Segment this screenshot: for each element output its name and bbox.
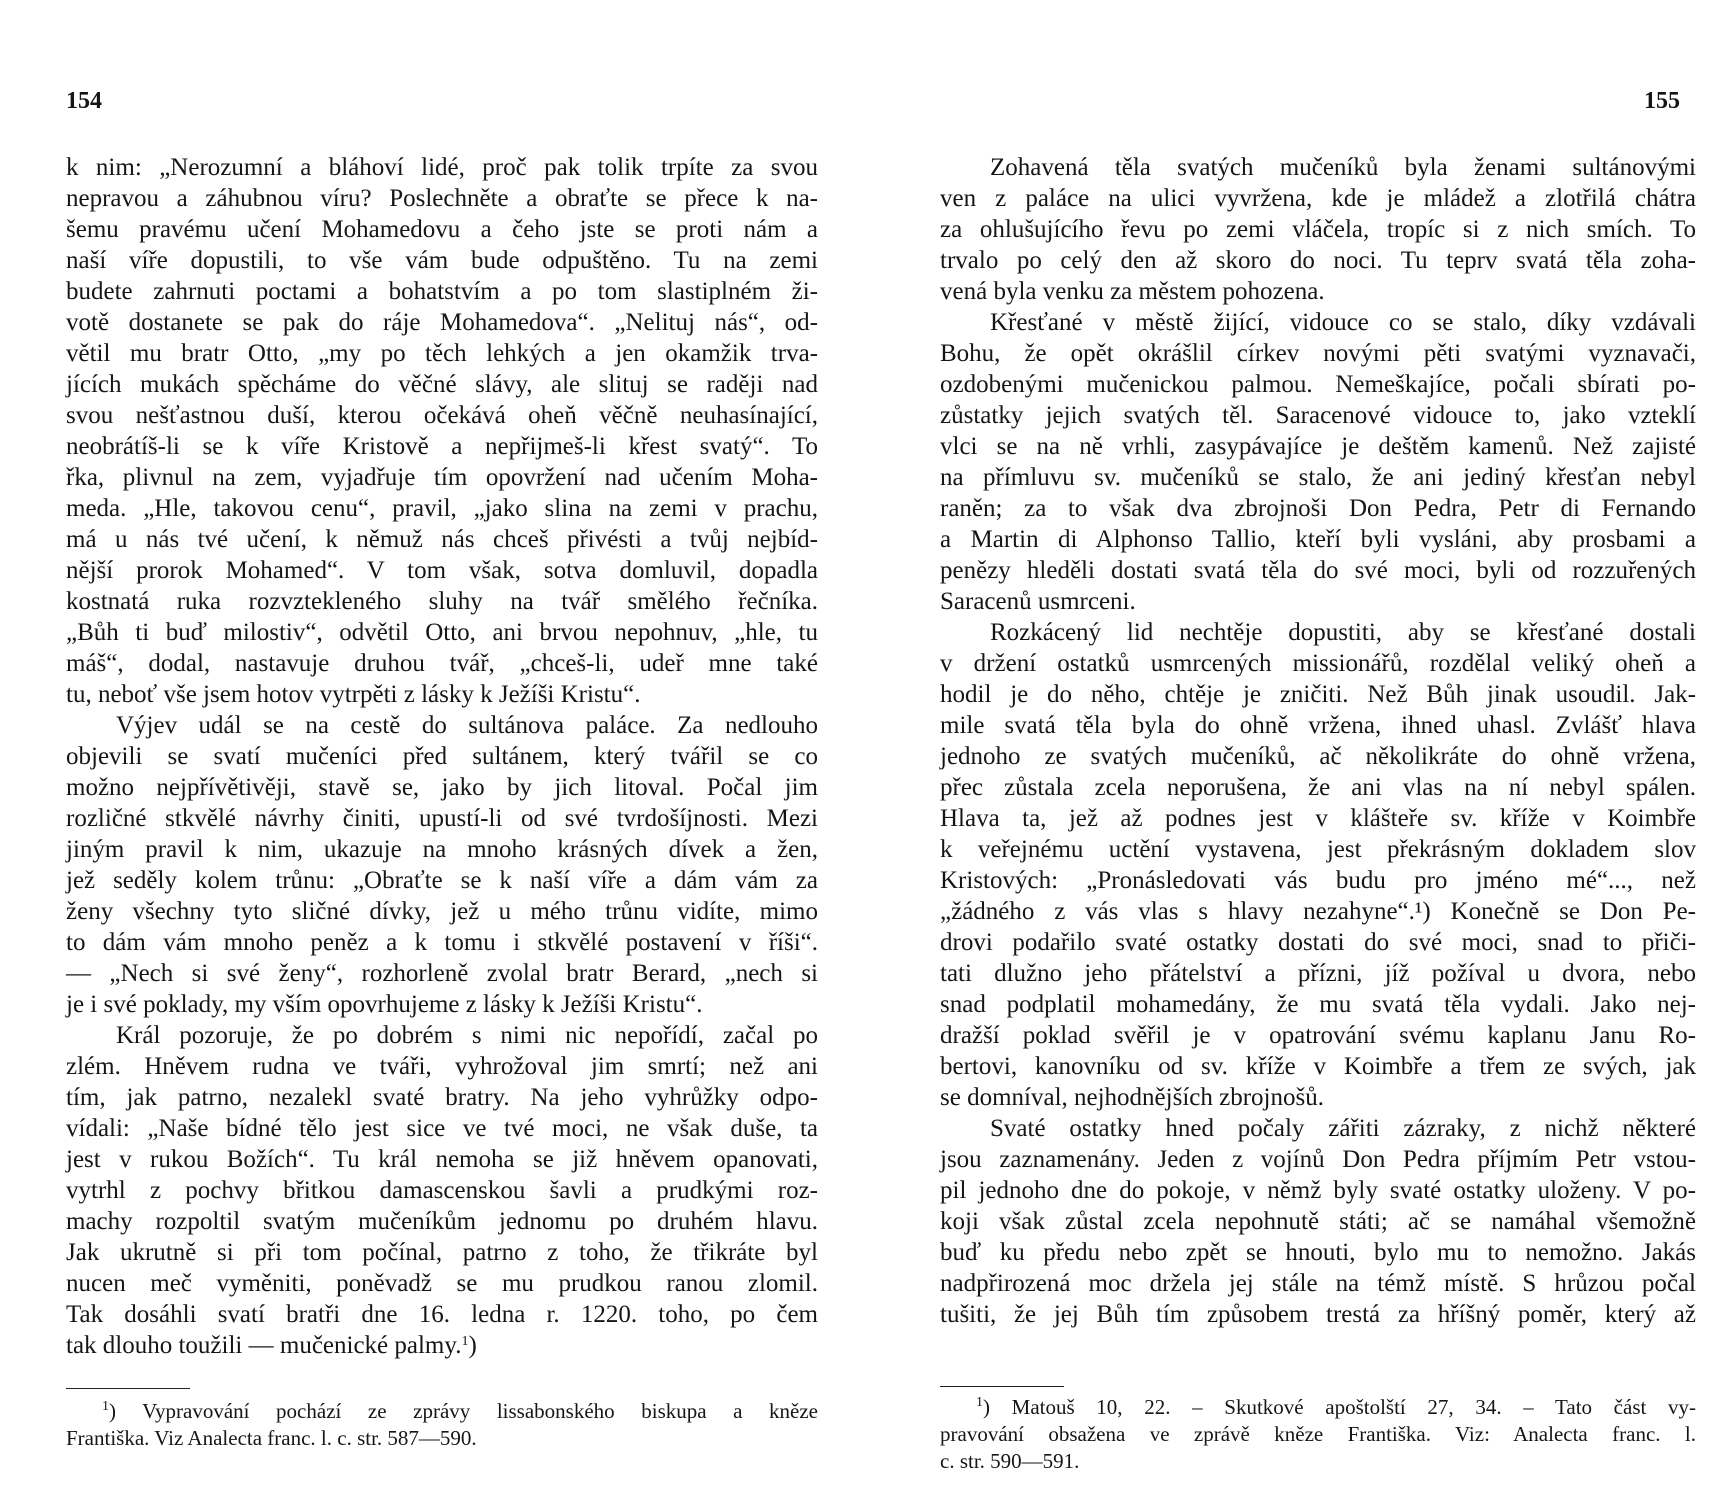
text-line: Saracenů usmrceni. bbox=[940, 588, 1136, 615]
text-line: buď ku předu nebo zpět se hnouti, bylo mu to nemožno. Jakás bbox=[940, 1239, 1696, 1266]
text-line: nepravou a záhubnou víru? Poslechněte a obraťte se přece k na- bbox=[66, 185, 818, 212]
text-line: vlci se na ně vrhli, zasypávajíce je deštěm kamenů. Než zajisté bbox=[940, 433, 1696, 460]
text-line: objevili se svatí mučeníci před sultánem, který tvářil se co bbox=[66, 743, 818, 770]
text-line: naší víře dopustili, to vše vám bude odpuštěno. Tu na zemi bbox=[66, 247, 818, 274]
text-line: vená byla venku za městem pohozena. bbox=[940, 278, 1325, 305]
text-line: Kristových: „Pronásledovati vás budu pro jméno mé“..., než bbox=[940, 867, 1696, 894]
text-line: meda. „Hle, takovou cenu“, pravil, „jako slina na zemi v prachu, bbox=[66, 495, 818, 522]
text-line: přec zůstala zcela neporušena, že ani vlas na ní nebyl spálen. bbox=[940, 774, 1696, 801]
text-line: má u nás tvé učení, k němuž nás chceš přivésti a tvůj nejbíd- bbox=[66, 526, 818, 553]
text-line: jednoho ze svatých mučeníků, ač několikráte do ohně vržena, bbox=[940, 743, 1696, 770]
text-line: nucen meč vyměniti, poněvadž se mu prudkou ranou zlomil. bbox=[66, 1270, 818, 1297]
text-line: ženy všechny tyto sličné dívky, jež u mého trůnu vidíte, mimo bbox=[66, 898, 818, 925]
text-line: raněn; za to však dva zbrojnoši Don Pedra, Petr di Fernando bbox=[940, 495, 1696, 522]
right-page bbox=[868, 0, 1736, 1500]
text-line: Výjev udál se na cestě do sultánova paláce. Za nedlouho bbox=[116, 712, 818, 739]
text-line: Křesťané v městě žijící, vidouce co se stalo, díky vzdávali bbox=[990, 309, 1696, 336]
text-line-content: tak dlouho toužili — mučenické palmy. bbox=[66, 1332, 462, 1359]
text-line: rozličné stkvělé návrhy činiti, upustí-li od své tvrdošíjnosti. Mezi bbox=[66, 805, 818, 832]
text-line: tu, neboť vše jsem hotov vytrpěti z lásky k Ježíši Kristu“. bbox=[66, 681, 641, 708]
text-line: k nim: „Nerozumní a bláhoví lidé, proč pak tolik trpíte za svou bbox=[66, 154, 818, 181]
footnote-reference: 1 bbox=[461, 1334, 469, 1349]
text-line: jež seděly kolem trůnu: „Obraťte se k naší víře a dám vám za bbox=[66, 867, 818, 894]
text-line: Jak ukrutně si při tom počínal, patrno z toho, že třikráte byl bbox=[66, 1239, 818, 1266]
text-line: penězy hleděli dostati svatá těla do své moci, byli od rozzuřených bbox=[940, 557, 1696, 584]
footnote-line bbox=[66, 1398, 818, 1425]
text-line: „žádného z vás vlas s hlavy nezahyne“.¹) Konečně se Don Pe- bbox=[940, 898, 1696, 925]
text-line: Bohu, že opět okrášlil církev novými pěti svatými vyznavači, bbox=[940, 340, 1696, 367]
text-line: dražší poklad svěřil je v opatrování svému kaplanu Janu Ro- bbox=[940, 1022, 1696, 1049]
footnote-mark: 1 bbox=[102, 1399, 109, 1414]
footnotes bbox=[940, 1394, 1696, 1475]
text-line: řka, plivnul na zem, vyjadřuje tím opovržení nad učením Moha- bbox=[66, 464, 818, 491]
text-line: máš“, dodal, nastavuje druhou tvář, „chceš-li, udeř mne také bbox=[66, 650, 818, 677]
footnote-text: ) Matouš 10, 22. – Skutkové apoštolští 27, 34. – Tato část vy- bbox=[983, 1395, 1696, 1419]
text-line: bertovi, kanovníku od sv. kříže v Koimbře a třem ze svých, jak bbox=[940, 1053, 1696, 1080]
text-line: machy rozpoltil svatým mučeníkům jednomu po druhém hlavu. bbox=[66, 1208, 818, 1235]
text-line: větil mu bratr Otto, „my po těch lehkých a jen okamžik trva- bbox=[66, 340, 818, 367]
text-line: svou nešťastnou duší, kterou očekává oheň věčně neuhasínající, bbox=[66, 402, 818, 429]
text-line: — „Nech si své ženy“, rozhorleně zvolal bratr Berard, „nech si bbox=[66, 960, 818, 987]
text-line: ven z paláce na ulici vyvržena, kde je mládež a zlotřilá chátra bbox=[940, 185, 1696, 212]
footnote-line: pravování obsažena ve zprávě kněze Františka. Viz: Analecta franc. l. bbox=[940, 1422, 1696, 1446]
text-line: jiným pravil k nim, ukazuje na mnoho krásných dívek a žen, bbox=[66, 836, 818, 863]
text-line: Král pozoruje, že po dobrém s nimi nic nepořídí, začal po bbox=[116, 1022, 818, 1049]
text-line: to dám vám mnoho peněz a k tomu i stkvělé postavení v říši“. bbox=[66, 929, 818, 956]
text-line: vytrhl z pochvy břitkou damascenskou šavli a prudkými roz- bbox=[66, 1177, 818, 1204]
text-line: se domníval, nejhodnějších zbrojnošů. bbox=[940, 1084, 1324, 1111]
text-line: trvalo po celý den až skoro do noci. Tu teprv svatá těla zoha- bbox=[940, 247, 1696, 274]
text-line: Svaté ostatky hned počaly zářiti zázraky, z nichž některé bbox=[990, 1115, 1696, 1142]
text-line: zlém. Hněvem rudna ve tváři, vyhrožoval jim smrtí; než ani bbox=[66, 1053, 818, 1080]
footnote-line: Františka. Viz Analecta franc. l. c. str. 587—590. bbox=[66, 1426, 477, 1450]
text-line: jest v rukou Božích“. Tu král nemoha se již hněvem opanovati, bbox=[66, 1146, 818, 1173]
text-line: snad podplatil mohamedány, že mu svatá těla vydali. Jako nej- bbox=[940, 991, 1696, 1018]
text-line: možno nejpřívětivěji, stavě se, jako by jich litoval. Počal jim bbox=[66, 774, 818, 801]
text-line: neobrátíš-li se k víře Kristově a nepřijmeš-li křest svatý“. To bbox=[66, 433, 818, 460]
footnote-line bbox=[940, 1394, 1696, 1421]
text-line: za ohlušujícího řevu po zemi vláčela, tropíc si z nich smích. To bbox=[940, 216, 1696, 243]
text-line: Zohavená těla svatých mučeníků byla ženami sultánovými bbox=[990, 154, 1696, 181]
text-line: mile svatá těla byla do ohně vržena, ihned uhasl. Zvlášť hlava bbox=[940, 712, 1696, 739]
text-line: vídali: „Naše bídné tělo jest sice ve tvé moci, ne však duše, ta bbox=[66, 1115, 818, 1142]
text-line: votě dostanete se pak do ráje Mohamedova“. „Nelituj nás“, od- bbox=[66, 309, 818, 336]
text-line: koji však zůstal zcela nepohnutě státi; ač se namáhal všemožně bbox=[940, 1208, 1696, 1235]
footnote-rule bbox=[940, 1386, 1064, 1387]
body-text bbox=[940, 152, 1696, 1330]
footnote-text: ) Vypravování pochází ze zprávy lissabonského biskupa a kněze bbox=[109, 1399, 818, 1423]
text-line: a Martin di Alphonso Tallio, kteří byli vysláni, aby prosbami a bbox=[940, 526, 1696, 553]
footnote-line: c. str. 590—591. bbox=[940, 1449, 1080, 1473]
text-line: nější prorok Mohamed“. V tom však, sotva domluvil, dopadla bbox=[66, 557, 818, 584]
footnotes bbox=[66, 1398, 818, 1452]
text-line: zůstatky jejich svatých těl. Saracenové vidouce to, jako vzteklí bbox=[940, 402, 1696, 429]
text-line: kostnatá ruka rozvztekleného sluhy na tvář smělého řečníka. bbox=[66, 588, 818, 615]
page-number: 155 bbox=[1644, 88, 1680, 114]
text-line: Tak dosáhli svatí bratři dne 16. ledna r. 1220. toho, po čem bbox=[66, 1301, 818, 1328]
text-line: budete zahrnuti poctami a bohatstvím a po tom slastiplném ži- bbox=[66, 278, 818, 305]
text-line: jsou zaznamenány. Jeden z vojínů Don Pedra příjmím Petr vstou- bbox=[940, 1146, 1696, 1173]
text-line: tati dlužno jeho přátelství a přízni, jíž požíval u dvora, nebo bbox=[940, 960, 1696, 987]
text-line: nadpřirozená moc držela jej stále na témž místě. S hrůzou počal bbox=[940, 1270, 1696, 1297]
text-line: Rozkácený lid nechtěje dopustiti, aby se křesťané dostali bbox=[990, 619, 1696, 646]
text-line: v držení ostatků usmrcených missionářů, rozdělal veliký oheň a bbox=[940, 650, 1696, 677]
text-line: je i své poklady, my vším opovrhujeme z lásky k Ježíši Kristu“. bbox=[66, 991, 703, 1018]
footnote-rule bbox=[66, 1388, 190, 1389]
text-line: pil jednoho dne do pokoje, v němž byly svaté ostatky uloženy. V po- bbox=[940, 1177, 1696, 1204]
footnote-mark: 1 bbox=[976, 1395, 983, 1410]
text-line: jících mukách spěcháme do věčné slávy, ale slituj se raději nad bbox=[66, 371, 818, 398]
text-line: hodil je do něho, chtěje je zničiti. Než Bůh jinak usoudil. Jak- bbox=[940, 681, 1696, 708]
text-line: tak dlouho toužili — mučenické palmy.$^1$) bbox=[66, 1332, 477, 1359]
text-line: na přímluvu sv. mučeníků se stalo, že ani jediný křesťan nebyl bbox=[940, 464, 1696, 491]
text-line: tím, jak patrno, nezalekl svaté bratry. Na jeho vyhrůžky odpo- bbox=[66, 1084, 818, 1111]
text-line: k veřejnému uctění vystavena, jest překrásným dokladem slov bbox=[940, 836, 1696, 863]
text-line: tušiti, že jej Bůh tím způsobem trestá za hříšný poměr, který až bbox=[940, 1301, 1696, 1328]
page-number: 154 bbox=[66, 88, 102, 114]
text-line: ozdobenými mučenickou palmou. Nemeškajíce, počali sbírati po- bbox=[940, 371, 1696, 398]
text-line: „Bůh ti buď milostiv“, odvětil Otto, ani brvou nepohnuv, „hle, tu bbox=[66, 619, 818, 646]
text-line: šemu pravému učení Mohamedovu a čeho jste se proti nám a bbox=[66, 216, 818, 243]
body-text bbox=[66, 152, 818, 1361]
text-line: drovi podařilo svaté ostatky dostati do své moci, snad to přiči- bbox=[940, 929, 1696, 956]
text-line: Hlava ta, jež až podnes jest v klášteře sv. kříže v Koimbře bbox=[940, 805, 1696, 832]
